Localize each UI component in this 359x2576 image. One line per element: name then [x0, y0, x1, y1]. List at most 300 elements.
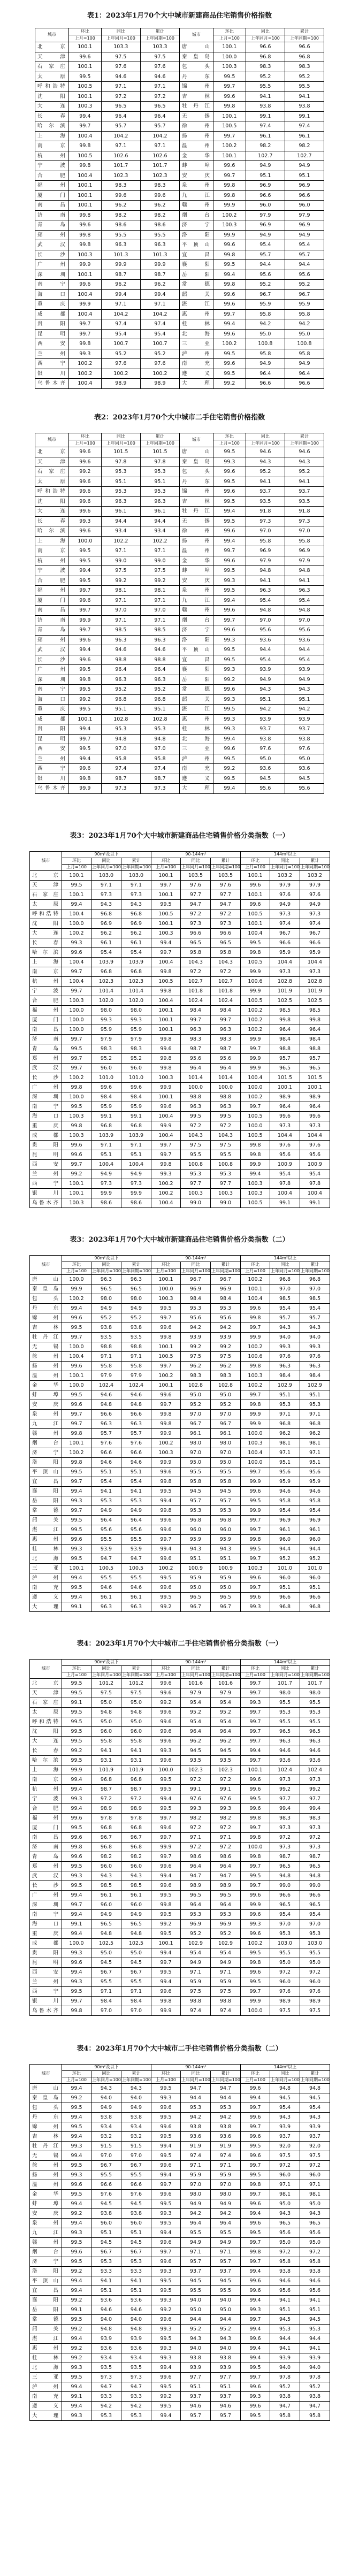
index-value: 98.4 — [91, 1092, 121, 1102]
index-value: 99.6 — [151, 1881, 181, 1891]
index-value: 99.6 — [62, 1958, 91, 1968]
index-value: 94.4 — [181, 2315, 211, 2325]
index-value: 95.3 — [211, 1506, 241, 1516]
index-value: 96.0 — [300, 1535, 330, 1545]
index-value: 99.8 — [151, 1333, 181, 1342]
index-value: 100.4 — [151, 1198, 181, 1208]
index-value: 98.3 — [91, 1044, 121, 1054]
index-value: 99.6 — [241, 2402, 270, 2411]
index-value: 94.9 — [300, 900, 330, 909]
city-name: 包 头 — [30, 2103, 62, 2113]
index-value: 95.2 — [285, 72, 324, 82]
index-value: 93.5 — [211, 1756, 241, 1765]
index-value: 96.6 — [300, 1593, 330, 1602]
index-value: 95.5 — [270, 1948, 300, 1958]
index-value: 99.5 — [62, 1554, 91, 1564]
index-value: 96.8 — [300, 1602, 330, 1612]
index-value: 99.6 — [213, 606, 246, 616]
column-header-ytd: 累计 — [140, 433, 179, 440]
index-value: 95.9 — [181, 1573, 211, 1583]
index-value: 94.8 — [300, 2084, 330, 2093]
index-value: 103.5 — [211, 871, 241, 881]
index-value: 95.1 — [121, 2228, 151, 2238]
index-value: 96.7 — [121, 1968, 151, 1977]
index-value: 100.0 — [241, 2006, 270, 2016]
index-value: 96.0 — [121, 1900, 151, 1910]
index-value: 93.8 — [285, 102, 324, 112]
table-row — [35, 516, 324, 526]
index-value: 94.1 — [246, 477, 285, 487]
index-value: 100.1 — [62, 1179, 91, 1189]
city-name: 北 京 — [30, 871, 62, 881]
table-row — [30, 1717, 330, 1727]
city-name: 九 江 — [179, 595, 213, 606]
index-value: 95.8 — [285, 536, 324, 546]
index-value: 97.2 — [300, 2248, 330, 2257]
column-subheader-prev-year-period: 上年同期=100 — [211, 1268, 241, 1275]
index-value: 99.8 — [241, 1400, 270, 1410]
index-value: 100.1 — [68, 190, 101, 201]
table-row — [30, 2180, 330, 2190]
city-name: 乌鲁木齐 — [35, 379, 69, 389]
index-value: 95.4 — [246, 595, 285, 606]
table-row — [30, 2276, 330, 2286]
index-value: 99.8 — [213, 102, 246, 112]
city-name: 扬 州 — [179, 131, 213, 141]
city-name: 南 京 — [35, 546, 69, 556]
index-value: 99.6 — [151, 1554, 181, 1564]
index-value: 95.7 — [181, 2257, 211, 2267]
index-value: 99.9 — [241, 1410, 270, 1419]
city-name: 贵 阳 — [35, 724, 69, 735]
index-value: 96.1 — [91, 938, 121, 948]
index-value: 99.5 — [213, 586, 246, 596]
city-name: 杭 州 — [30, 1785, 62, 1794]
index-value: 96.5 — [211, 1891, 241, 1900]
index-value: 99.4 — [241, 2296, 270, 2305]
index-value: 99.8 — [151, 1997, 181, 2006]
index-value: 97.9 — [246, 210, 285, 220]
city-name: 泉 州 — [30, 1410, 62, 1419]
index-value: 97.7 — [270, 1794, 300, 1804]
column-header-city: 城市 — [30, 2065, 62, 2084]
index-value: 94.6 — [121, 2305, 151, 2315]
index-value: 99.2 — [213, 675, 246, 685]
index-value: 95.7 — [121, 1429, 151, 1439]
index-value: 97.4 — [285, 121, 324, 132]
index-value: 99.3 — [62, 1496, 91, 1506]
index-value: 95.5 — [121, 1573, 151, 1583]
index-value: 97.1 — [121, 1352, 151, 1362]
column-header-mom: 环比 — [62, 858, 91, 865]
index-value: 95.0 — [285, 754, 324, 764]
table-row — [30, 1429, 330, 1439]
index-value: 96.9 — [285, 546, 324, 556]
index-value: 99.6 — [68, 526, 101, 537]
index-value: 99.6 — [213, 467, 246, 477]
index-value: 95.4 — [300, 1169, 330, 1179]
index-value: 99.5 — [68, 556, 101, 566]
index-value: 95.0 — [181, 1390, 211, 1400]
city-name: 洛 阳 — [179, 230, 213, 240]
index-value: 99.9 — [140, 260, 179, 270]
index-value: 94.3 — [246, 685, 285, 695]
city-name: 海 口 — [35, 694, 69, 705]
column-header-yoy: 同比 — [91, 1262, 121, 1268]
index-value: 95.4 — [270, 1169, 300, 1179]
city-name: 武 汉 — [35, 645, 69, 655]
index-value: 99.7 — [241, 2238, 270, 2248]
index-value: 100.1 — [241, 871, 270, 881]
index-value: 96.2 — [181, 1737, 211, 1746]
index-value: 96.3 — [270, 1737, 300, 1746]
table-row — [30, 1073, 330, 1083]
index-value: 98.9 — [91, 1804, 121, 1814]
table-row — [30, 1997, 330, 2006]
index-value: 97.6 — [270, 1987, 300, 1997]
index-value: 99.5 — [68, 705, 101, 715]
index-value: 100.1 — [68, 181, 101, 191]
city-name: 广 州 — [35, 665, 69, 675]
index-value: 98.1 — [300, 1439, 330, 1448]
index-value: 93.7 — [211, 2267, 241, 2276]
column-subheader-prev-year-period: 上年同期=100 — [121, 865, 151, 871]
index-value: 97.0 — [101, 606, 140, 616]
index-value: 95.5 — [300, 1717, 330, 1727]
index-value: 94.1 — [300, 2296, 330, 2305]
table-row — [35, 82, 324, 92]
index-value: 95.0 — [121, 1948, 151, 1958]
index-value: 93.9 — [211, 2363, 241, 2373]
table-row — [30, 977, 330, 987]
index-value: 97.1 — [181, 1833, 211, 1843]
index-value: 96.3 — [300, 1362, 330, 1371]
index-value: 95.1 — [101, 705, 140, 715]
index-value: 100.2 — [151, 1179, 181, 1189]
index-value: 95.0 — [300, 2199, 330, 2209]
index-value: 99.1 — [121, 1112, 151, 1121]
index-value: 97.5 — [300, 2006, 330, 2016]
index-value: 101.7 — [140, 161, 179, 171]
index-value: 96.0 — [300, 1977, 330, 1987]
index-value: 93.3 — [121, 2267, 151, 2276]
index-value: 98.8 — [211, 1092, 241, 1102]
table-row — [35, 764, 324, 774]
index-value: 97.1 — [140, 595, 179, 606]
index-value: 94.0 — [181, 2344, 211, 2353]
index-value: 95.0 — [246, 329, 285, 339]
index-value: 93.6 — [246, 635, 285, 645]
index-value: 97.1 — [91, 881, 121, 890]
index-value: 99.2 — [151, 2392, 181, 2402]
index-value: 93.1 — [91, 1756, 121, 1765]
index-value: 99.4 — [62, 2276, 91, 2286]
city-name: 乌鲁木齐 — [30, 1198, 62, 1208]
index-value: 97.0 — [211, 1448, 241, 1458]
column-header-yoy: 同比 — [181, 1666, 211, 1672]
index-value: 94.1 — [270, 2344, 300, 2353]
city-name: 惠 州 — [30, 1535, 62, 1545]
index-value: 99.4 — [151, 2363, 181, 2373]
index-value: 98.7 — [211, 1044, 241, 1054]
index-value: 99.3 — [241, 1602, 270, 1612]
index-value: 99.6 — [151, 2257, 181, 2267]
index-value: 99.4 — [213, 536, 246, 546]
index-value: 99.4 — [213, 595, 246, 606]
index-value: 99.5 — [62, 2257, 91, 2267]
index-value: 99.6 — [151, 1467, 181, 1477]
index-value: 99.7 — [151, 2248, 181, 2257]
index-value: 96.8 — [285, 52, 324, 62]
table-row — [30, 1121, 330, 1131]
table-row — [35, 685, 324, 695]
index-value: 101.7 — [101, 161, 140, 171]
index-value: 98.7 — [181, 1044, 211, 1054]
index-value: 97.0 — [121, 2006, 151, 2016]
column-header-ytd: 累计 — [285, 28, 324, 35]
table-row — [30, 1823, 330, 1833]
index-value: 100.1 — [300, 1083, 330, 1092]
index-value: 104.4 — [300, 958, 330, 967]
index-value: 96.6 — [270, 938, 300, 948]
index-value: 93.8 — [246, 102, 285, 112]
index-value: 94.4 — [101, 516, 140, 526]
index-value: 99.4 — [241, 2209, 270, 2219]
city-name: 兰 州 — [30, 1169, 62, 1179]
index-value: 98.5 — [121, 1881, 151, 1891]
table-row — [30, 2315, 330, 2325]
index-value: 99.5 — [62, 2103, 91, 2113]
index-value: 99.3 — [62, 2363, 91, 2373]
index-value: 95.2 — [270, 2382, 300, 2392]
index-value: 99.8 — [151, 1160, 181, 1169]
column-subheader-prev-year-period: 上年同期=100 — [121, 1268, 151, 1275]
index-value: 93.7 — [285, 724, 324, 735]
index-value: 98.7 — [140, 774, 179, 784]
index-value: 95.3 — [300, 2325, 330, 2334]
table-4-title: 表4：2023年1月70个大中城市二手住宅销售价格分类指数（一） — [77, 1640, 282, 1648]
column-subheader-prev-year-month: 上年同月=100 — [246, 35, 285, 42]
index-value: 94.5 — [181, 2276, 211, 2286]
index-value: 99.6 — [62, 1313, 91, 1323]
index-value: 94.3 — [285, 685, 324, 695]
index-value: 95.8 — [181, 948, 211, 958]
index-value: 96.4 — [211, 1862, 241, 1871]
index-value: 99.5 — [68, 546, 101, 556]
index-value: 99.7 — [241, 1554, 270, 1564]
city-name: 南 京 — [30, 967, 62, 977]
index-value: 97.3 — [270, 1775, 300, 1785]
index-value: 100.3 — [151, 1073, 181, 1083]
index-value: 99.6 — [213, 300, 246, 310]
city-name: 济 南 — [30, 1843, 62, 1852]
city-name: 银 川 — [30, 1189, 62, 1198]
index-value: 99.6 — [151, 2122, 181, 2132]
index-value: 93.3 — [91, 2392, 121, 2402]
table-row — [30, 1025, 330, 1035]
city-name: 泉 州 — [30, 2219, 62, 2228]
index-value: 99.7 — [62, 1160, 91, 1169]
index-value: 99.3 — [62, 1977, 91, 1987]
index-value: 99.5 — [62, 1323, 91, 1333]
index-value: 99.4 — [62, 1929, 91, 1939]
index-value: 94.6 — [140, 72, 179, 82]
city-name: 锦 州 — [30, 2122, 62, 2132]
index-value: 94.3 — [300, 1323, 330, 1333]
index-value: 97.6 — [246, 744, 285, 754]
city-name: 太 原 — [30, 1708, 62, 1717]
index-value: 96.4 — [181, 1862, 211, 1871]
index-value: 99.3 — [151, 2209, 181, 2219]
index-value: 99.4 — [62, 2084, 91, 2093]
index-value: 95.4 — [140, 329, 179, 339]
index-value: 96.9 — [300, 1516, 330, 1525]
index-value: 97.6 — [300, 1141, 330, 1150]
index-value: 99.2 — [62, 2093, 91, 2103]
column-subheader-prev-year-month: 上年同月=100 — [270, 865, 300, 871]
index-value: 95.4 — [270, 1304, 300, 1313]
index-value: 97.3 — [300, 909, 330, 919]
index-value: 99.5 — [213, 566, 246, 576]
index-value: 95.0 — [270, 2238, 300, 2248]
column-header-yoy: 同比 — [91, 2071, 121, 2077]
index-value: 96.8 — [91, 1775, 121, 1785]
index-value: 94.7 — [270, 2402, 300, 2411]
index-value: 93.8 — [270, 2267, 300, 2276]
column-header-mom: 环比 — [62, 2071, 91, 2077]
index-value: 99.6 — [68, 635, 101, 645]
city-name: 贵 阳 — [35, 319, 69, 330]
table-row — [30, 1756, 330, 1765]
index-value: 99.6 — [241, 2382, 270, 2392]
index-value: 95.3 — [101, 487, 140, 497]
index-value: 99.6 — [241, 1593, 270, 1602]
index-value: 94.8 — [285, 566, 324, 576]
index-value: 96.5 — [300, 2219, 330, 2228]
table-row — [30, 1785, 330, 1794]
city-name: 厦 门 — [30, 1015, 62, 1025]
index-value: 97.2 — [211, 909, 241, 919]
city-name: 天 津 — [35, 457, 69, 467]
index-value: 98.3 — [211, 1035, 241, 1044]
index-value: 99.9 — [121, 1189, 151, 1198]
index-value: 98.0 — [91, 1006, 121, 1015]
index-value: 99.5 — [62, 2122, 91, 2132]
index-value: 102.5 — [121, 1939, 151, 1948]
index-value: 99.7 — [68, 586, 101, 596]
index-value: 99.6 — [241, 1304, 270, 1313]
table-row — [30, 1015, 330, 1025]
index-value: 99.6 — [213, 556, 246, 566]
column-subheader-prev-year-period: 上年同期=100 — [121, 1672, 151, 1679]
index-value: 96.5 — [91, 1285, 121, 1294]
index-value: 94.9 — [246, 675, 285, 685]
index-value: 96.0 — [121, 2219, 151, 2228]
index-value: 97.7 — [181, 2373, 211, 2382]
index-value: 95.0 — [246, 754, 285, 764]
index-value: 94.9 — [285, 675, 324, 685]
index-value: 95.3 — [181, 1910, 211, 1920]
index-value: 104.2 — [101, 309, 140, 319]
table-row — [30, 1833, 330, 1843]
table-row — [30, 1948, 330, 1958]
table-row — [30, 2353, 330, 2363]
table-row — [30, 1083, 330, 1092]
index-value: 94.4 — [211, 2315, 241, 2325]
index-value: 96.7 — [91, 2161, 121, 2170]
index-value: 95.2 — [211, 1929, 241, 1939]
index-value: 99.5 — [62, 1987, 91, 1997]
city-name: 济 南 — [30, 1035, 62, 1044]
table-row — [30, 1141, 330, 1150]
column-subheader-prev-month: 上月=100 — [151, 1672, 181, 1679]
index-value: 95.5 — [181, 2286, 211, 2296]
index-value: 100.4 — [62, 977, 91, 987]
index-value: 94.5 — [91, 1958, 121, 1968]
table-row — [35, 250, 324, 260]
table-row — [30, 1179, 330, 1189]
index-value: 94.7 — [211, 2084, 241, 2093]
index-value: 100.1 — [270, 1083, 300, 1092]
city-name: 宁 波 — [30, 1794, 62, 1804]
index-value: 99.6 — [68, 457, 101, 467]
table-row — [30, 2325, 330, 2334]
index-value: 99.7 — [62, 1035, 91, 1044]
city-name: 杭 州 — [35, 556, 69, 566]
index-value: 99.6 — [213, 161, 246, 171]
index-value: 95.6 — [211, 1313, 241, 1323]
index-value: 97.1 — [101, 141, 140, 151]
index-value: 93.8 — [121, 1323, 151, 1333]
index-value: 96.3 — [140, 635, 179, 645]
index-value: 99.5 — [151, 2084, 181, 2093]
index-value: 99.0 — [140, 556, 179, 566]
index-value: 99.6 — [213, 625, 246, 636]
city-name: 长 沙 — [30, 1881, 62, 1891]
index-value: 96.3 — [101, 635, 140, 645]
index-value: 96.6 — [181, 929, 211, 938]
city-name: 乌鲁木齐 — [30, 2006, 62, 2016]
index-value: 102.8 — [140, 714, 179, 724]
index-value: 99.5 — [151, 2276, 181, 2286]
city-name: 济 南 — [35, 210, 69, 220]
index-value: 93.4 — [121, 2353, 151, 2363]
city-name: 南 昌 — [30, 1833, 62, 1843]
index-value: 93.3 — [121, 2392, 151, 2402]
column-header-city: 城市 — [35, 28, 69, 42]
city-name: 呼和浩特 — [30, 1717, 62, 1727]
column-header-city: 城市 — [179, 28, 213, 42]
index-value: 100.1 — [241, 1765, 270, 1775]
index-value: 93.5 — [121, 2363, 151, 2373]
index-value: 104.4 — [270, 1131, 300, 1141]
index-value: 95.6 — [246, 625, 285, 636]
column-subheader-prev-month: 上月=100 — [213, 35, 246, 42]
index-value: 100.4 — [62, 1352, 91, 1362]
column-header-mom: 环比 — [241, 1666, 270, 1672]
index-value: 96.4 — [300, 1025, 330, 1035]
city-name: 丹 东 — [179, 477, 213, 487]
index-value: 99.5 — [62, 1881, 91, 1891]
index-value: 99.7 — [62, 987, 91, 996]
index-value: 99.9 — [151, 1121, 181, 1131]
city-name: 太 原 — [30, 900, 62, 909]
index-value: 99.9 — [241, 1333, 270, 1342]
index-value: 98.8 — [91, 1342, 121, 1352]
index-value: 99.7 — [241, 1679, 270, 1688]
index-value: 99.1 — [62, 1602, 91, 1612]
index-value: 99.6 — [62, 1141, 91, 1150]
